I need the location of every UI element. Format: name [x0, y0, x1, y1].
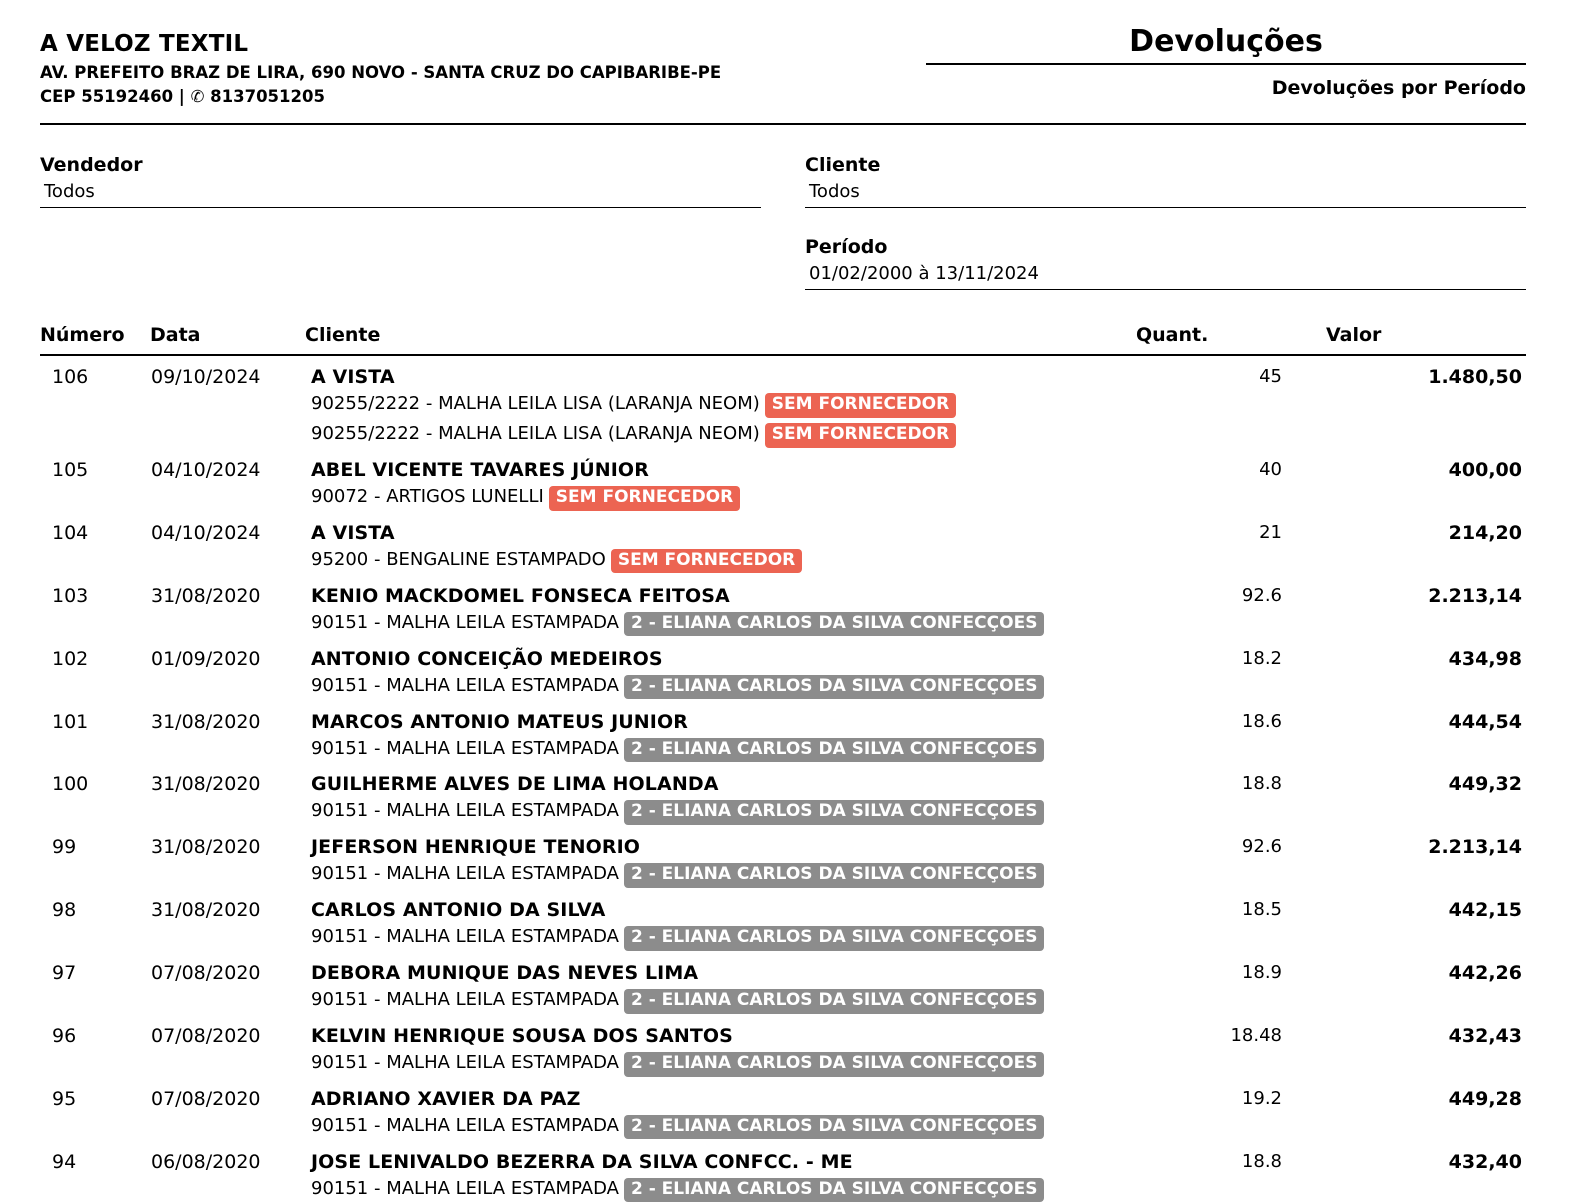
- cliente-name: KELVIN HENRIQUE SOUSA DOS SANTOS: [311, 1025, 733, 1048]
- cell-quant: 18.9: [1241, 962, 1282, 984]
- periodo-value: 01/02/2000 à 13/11/2024: [805, 260, 1526, 290]
- product-line: [311, 986, 1135, 1014]
- table-header: [40, 324, 1526, 355]
- cell-cliente: [305, 355, 1136, 449]
- product-line: [311, 672, 1135, 700]
- report-title-block: [926, 18, 1526, 99]
- cell-numero: 106: [52, 366, 89, 389]
- cliente-name: ABEL VICENTE TAVARES JÚNIOR: [311, 459, 649, 482]
- cell-valor: 2.213,14: [1428, 584, 1522, 607]
- cell-valor: 442,15: [1448, 899, 1522, 922]
- product-description: 90151 - MALHA LEILA ESTAMPADA: [311, 800, 619, 822]
- cell-quant: 18.2: [1241, 647, 1282, 669]
- table-row[interactable]: [40, 1078, 1526, 1141]
- cell-numero: 99: [52, 836, 77, 859]
- cell-data: 01/09/2020: [151, 647, 261, 670]
- cell-valor: 434,98: [1448, 647, 1522, 670]
- report-header: [40, 18, 1526, 117]
- table-row[interactable]: [40, 701, 1526, 764]
- company-address: AV. PREFEITO BRAZ DE LIRA, 690 NOVO - SANTA CRUZ DO CAPIBARIBE-PE: [40, 63, 722, 83]
- cell-cliente: [305, 512, 1136, 575]
- status-badge-fornecedor: 2 - ELIANA CARLOS DA SILVA CONFECÇOES: [624, 675, 1044, 700]
- cell-valor: 449,28: [1448, 1087, 1522, 1110]
- cell-cliente: [305, 1015, 1136, 1078]
- cell-valor: 400,00: [1448, 459, 1522, 482]
- product-line: [311, 1049, 1135, 1077]
- status-badge-fornecedor: 2 - ELIANA CARLOS DA SILVA CONFECÇOES: [624, 1115, 1044, 1140]
- filter-column-vendedor: [40, 153, 761, 290]
- table-row[interactable]: [40, 1015, 1526, 1078]
- vendedor-label: Vendedor: [40, 154, 143, 177]
- table-row[interactable]: [40, 449, 1526, 512]
- cell-quant: 19.2: [1241, 1087, 1282, 1109]
- cell-cliente: [305, 763, 1136, 826]
- cell-quant: 18.8: [1241, 773, 1282, 795]
- cell-numero: 101: [52, 710, 89, 733]
- table-row[interactable]: [40, 952, 1526, 1015]
- product-description: 90151 - MALHA LEILA ESTAMPADA: [311, 737, 619, 759]
- filters-section: [40, 153, 1526, 290]
- cell-numero: 100: [52, 773, 89, 796]
- column-header-cliente: Cliente: [305, 324, 1136, 355]
- cell-numero: 103: [52, 584, 89, 607]
- product-description: 95200 - BENGALINE ESTAMPADO: [311, 548, 606, 570]
- devolucoes-table: [40, 324, 1526, 1203]
- product-line: [311, 420, 1135, 448]
- product-description: 90151 - MALHA LEILA ESTAMPADA: [311, 1114, 619, 1136]
- cell-quant: 18.6: [1241, 710, 1282, 732]
- column-header-valor: Valor: [1326, 324, 1526, 355]
- cliente-label: Cliente: [805, 154, 881, 177]
- cell-numero: 95: [52, 1087, 77, 1110]
- cell-cliente: [305, 701, 1136, 764]
- table-row[interactable]: [40, 826, 1526, 889]
- page-title: Devoluções: [926, 24, 1526, 65]
- cliente-name: ADRIANO XAVIER DA PAZ: [311, 1087, 581, 1110]
- filter-column-cliente-periodo: [805, 153, 1526, 290]
- company-cep-phone: CEP 55192460 | ✆ 8137051205: [40, 87, 325, 107]
- status-badge-fornecedor: 2 - ELIANA CARLOS DA SILVA CONFECÇOES: [624, 926, 1044, 951]
- cell-data: 31/08/2020: [151, 710, 261, 733]
- status-badge-sem-fornecedor: SEM FORNECEDOR: [611, 549, 802, 574]
- cliente-name: CARLOS ANTONIO DA SILVA: [311, 899, 606, 922]
- product-line: [311, 735, 1135, 763]
- cliente-name: GUILHERME ALVES DE LIMA HOLANDA: [311, 773, 719, 796]
- product-line: [311, 483, 1135, 511]
- product-description: 90151 - MALHA LEILA ESTAMPADA: [311, 611, 619, 633]
- cell-valor: 449,32: [1448, 773, 1522, 796]
- cell-numero: 94: [52, 1150, 77, 1173]
- cliente-name: KENIO MACKDOMEL FONSECA FEITOSA: [311, 584, 730, 607]
- product-description: 90072 - ARTIGOS LUNELLI: [311, 486, 544, 508]
- status-badge-fornecedor: 2 - ELIANA CARLOS DA SILVA CONFECÇOES: [624, 800, 1044, 825]
- company-name: A VELOZ TEXTIL: [40, 31, 249, 57]
- product-description: 90151 - MALHA LEILA ESTAMPADA: [311, 863, 619, 885]
- table-body: [40, 355, 1526, 1203]
- cell-valor: 432,43: [1448, 1025, 1522, 1048]
- product-line: [311, 860, 1135, 888]
- cell-valor: 444,54: [1448, 710, 1522, 733]
- cell-numero: 102: [52, 647, 89, 670]
- cell-cliente: [305, 1078, 1136, 1141]
- table-row[interactable]: [40, 763, 1526, 826]
- cell-numero: 96: [52, 1025, 77, 1048]
- product-description: 90151 - MALHA LEILA ESTAMPADA: [311, 674, 619, 696]
- table-row[interactable]: [40, 512, 1526, 575]
- product-line: [311, 923, 1135, 951]
- cliente-name: DEBORA MUNIQUE DAS NEVES LIMA: [311, 962, 699, 985]
- filter-periodo: [805, 235, 1526, 290]
- cell-quant: 40: [1259, 459, 1282, 481]
- product-line: [311, 1175, 1135, 1203]
- company-info: [40, 18, 721, 109]
- product-line: [311, 390, 1135, 418]
- cell-data: 07/08/2020: [151, 962, 261, 985]
- cell-data: 04/10/2024: [151, 521, 261, 544]
- cell-quant: 92.6: [1241, 836, 1282, 858]
- status-badge-sem-fornecedor: SEM FORNECEDOR: [549, 486, 740, 511]
- cell-quant: 18.5: [1241, 899, 1282, 921]
- cell-data: 31/08/2020: [151, 836, 261, 859]
- table-row[interactable]: [40, 355, 1526, 449]
- cell-data: 07/08/2020: [151, 1087, 261, 1110]
- cell-valor: 1.480,50: [1428, 366, 1522, 389]
- cell-cliente: [305, 1141, 1136, 1204]
- cell-data: 04/10/2024: [151, 459, 261, 482]
- cliente-name: MARCOS ANTONIO MATEUS JUNIOR: [311, 710, 688, 733]
- cliente-name: A VISTA: [311, 521, 395, 544]
- product-line: [311, 797, 1135, 825]
- cell-valor: 214,20: [1448, 521, 1522, 544]
- cell-data: 31/08/2020: [151, 773, 261, 796]
- cliente-name: ANTONIO CONCEIÇÃO MEDEIROS: [311, 647, 663, 670]
- cell-valor: 432,40: [1448, 1150, 1522, 1173]
- status-badge-sem-fornecedor: SEM FORNECEDOR: [765, 393, 956, 418]
- status-badge-fornecedor: 2 - ELIANA CARLOS DA SILVA CONFECÇOES: [624, 863, 1044, 888]
- cliente-name: A VISTA: [311, 366, 395, 389]
- status-badge-fornecedor: 2 - ELIANA CARLOS DA SILVA CONFECÇOES: [624, 1052, 1044, 1077]
- cell-quant: 21: [1259, 521, 1282, 543]
- table-row[interactable]: [40, 889, 1526, 952]
- cliente-name: JOSE LENIVALDO BEZERRA DA SILVA CONFCC. - ME: [311, 1150, 853, 1173]
- cell-valor: 442,26: [1448, 962, 1522, 985]
- vendedor-value: Todos: [40, 178, 761, 208]
- cell-data: 31/08/2020: [151, 899, 261, 922]
- cell-valor: 2.213,14: [1428, 836, 1522, 859]
- cell-numero: 97: [52, 962, 77, 985]
- cell-cliente: [305, 826, 1136, 889]
- status-badge-sem-fornecedor: SEM FORNECEDOR: [765, 423, 956, 448]
- status-badge-fornecedor: 2 - ELIANA CARLOS DA SILVA CONFECÇOES: [624, 989, 1044, 1014]
- cell-data: 31/08/2020: [151, 584, 261, 607]
- cell-numero: 104: [52, 521, 89, 544]
- cell-cliente: [305, 449, 1136, 512]
- cell-quant: 92.6: [1241, 584, 1282, 606]
- column-header-data: Data: [150, 324, 305, 355]
- cell-cliente: [305, 889, 1136, 952]
- product-description: 90151 - MALHA LEILA ESTAMPADA: [311, 1177, 619, 1199]
- cliente-name: JEFERSON HENRIQUE TENORIO: [311, 836, 640, 859]
- table-row[interactable]: [40, 638, 1526, 701]
- product-description: 90151 - MALHA LEILA ESTAMPADA: [311, 989, 619, 1011]
- status-badge-fornecedor: 2 - ELIANA CARLOS DA SILVA CONFECÇOES: [624, 1178, 1044, 1203]
- cell-data: 09/10/2024: [151, 366, 261, 389]
- cell-numero: 98: [52, 899, 77, 922]
- cell-data: 07/08/2020: [151, 1025, 261, 1048]
- report-subtitle: Devoluções por Período: [1271, 77, 1526, 99]
- cell-cliente: [305, 952, 1136, 1015]
- filter-vendedor: [40, 153, 761, 208]
- header-divider: [40, 123, 1526, 125]
- column-header-numero: Número: [40, 324, 150, 355]
- cell-cliente: [305, 638, 1136, 701]
- table-row[interactable]: [40, 1141, 1526, 1204]
- status-badge-fornecedor: 2 - ELIANA CARLOS DA SILVA CONFECÇOES: [624, 738, 1044, 763]
- periodo-label: Período: [805, 236, 888, 259]
- column-header-quant: Quant.: [1136, 324, 1326, 355]
- cell-data: 06/08/2020: [151, 1150, 261, 1173]
- status-badge-fornecedor: 2 - ELIANA CARLOS DA SILVA CONFECÇOES: [624, 612, 1044, 637]
- product-description: 90151 - MALHA LEILA ESTAMPADA: [311, 1052, 619, 1074]
- table-header-row: [40, 324, 1526, 355]
- product-line: [311, 609, 1135, 637]
- product-description: 90255/2222 - MALHA LEILA LISA (LARANJA NEOM): [311, 393, 760, 415]
- cell-numero: 105: [52, 459, 89, 482]
- report-table-wrapper: [40, 324, 1526, 1203]
- cell-cliente: [305, 575, 1136, 638]
- product-line: [311, 1112, 1135, 1140]
- cliente-value: Todos: [805, 178, 1526, 208]
- filter-cliente: [805, 153, 1526, 208]
- cell-quant: 45: [1259, 366, 1282, 388]
- cell-quant: 18.8: [1241, 1150, 1282, 1172]
- product-description: 90151 - MALHA LEILA ESTAMPADA: [311, 926, 619, 948]
- product-line: [311, 546, 1135, 574]
- product-description: 90255/2222 - MALHA LEILA LISA (LARANJA NEOM): [311, 423, 760, 445]
- cell-quant: 18.48: [1230, 1025, 1282, 1047]
- table-row[interactable]: [40, 575, 1526, 638]
